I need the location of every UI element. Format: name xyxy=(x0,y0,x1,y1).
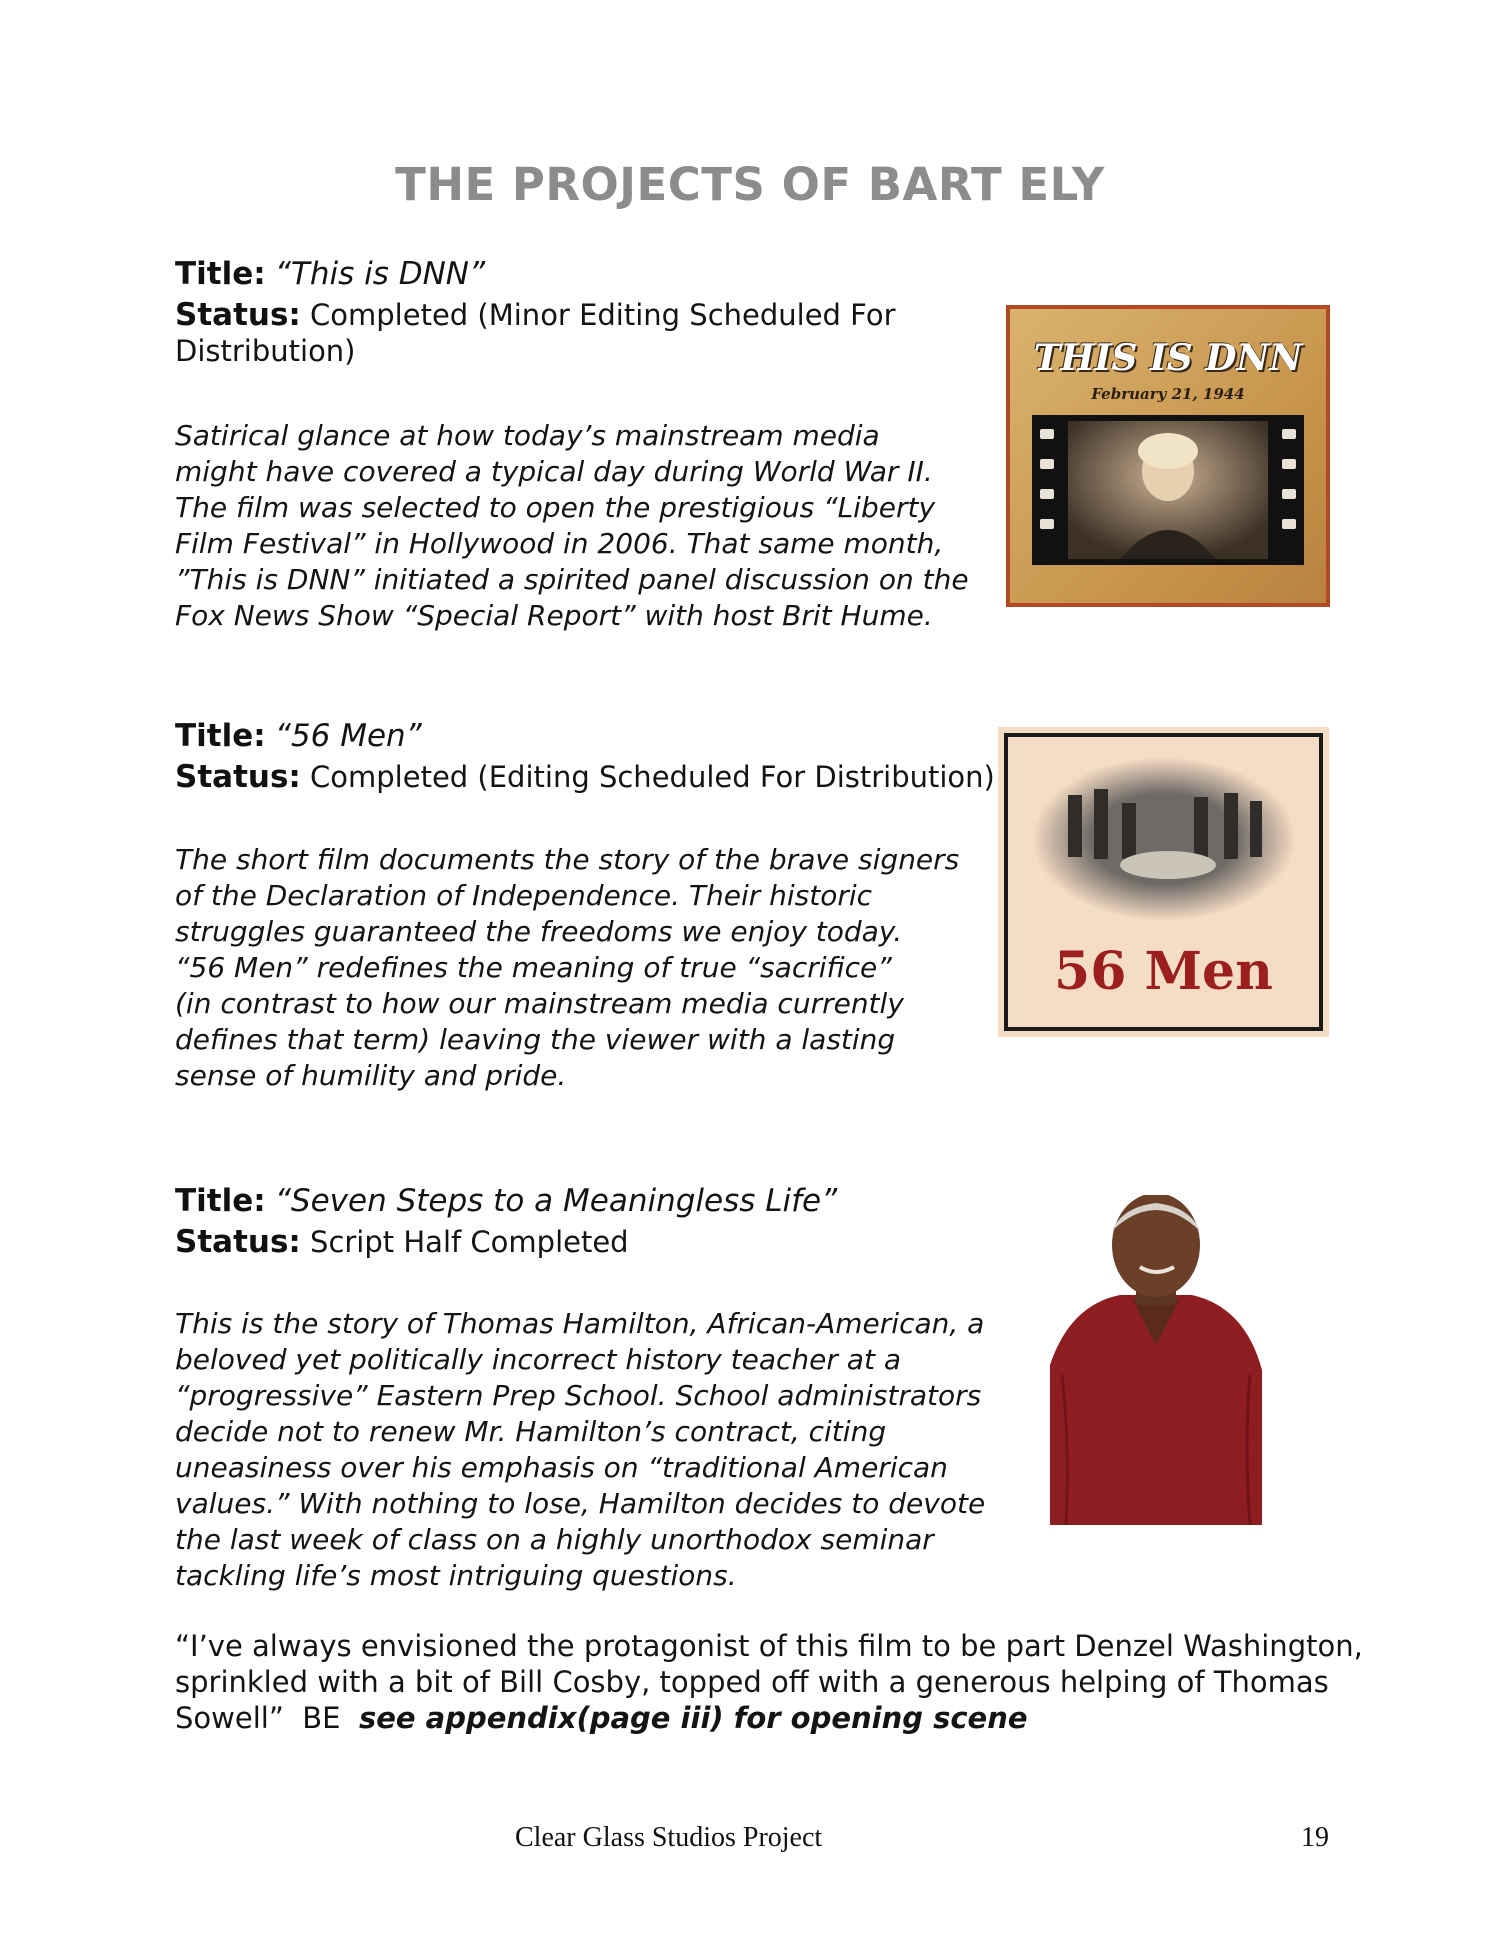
status-value: Script Half Completed xyxy=(310,1225,629,1259)
quote-line: sprinkled with a bit of Bill Cosby, topped off with a generous helping of Thomas xyxy=(175,1665,1329,1699)
56-men-poster xyxy=(998,727,1329,1037)
status-line xyxy=(175,1224,837,1260)
title-line xyxy=(175,1183,837,1219)
status-label: Status: xyxy=(175,297,301,333)
teacher-photo xyxy=(1040,1195,1272,1525)
project-title: “This is DNN” xyxy=(274,256,486,292)
description-line: sense of humility and pride. xyxy=(175,1059,567,1092)
project-title: “Seven Steps to a Meaningless Life” xyxy=(274,1183,838,1219)
description-line: defines that term) leaving the viewer with a lasting xyxy=(175,1023,896,1056)
description-line: Fox News Show “Special Report” with host Brit Hume. xyxy=(175,599,933,632)
title-label: Title: xyxy=(175,256,266,292)
project-seven-steps xyxy=(175,1183,837,1260)
director-quote xyxy=(175,1628,1363,1736)
description-line: Satirical glance at how today’s mainstream media xyxy=(175,419,880,452)
description-line: “progressive” Eastern Prep School. School administrators xyxy=(175,1379,982,1412)
project-this-is-dnn xyxy=(175,256,896,369)
poster-heading: THIS IS DNN xyxy=(1033,337,1303,379)
footer-text: Clear Glass Studios Project xyxy=(515,1822,823,1853)
project-title: “56 Men” xyxy=(274,718,422,754)
project-description xyxy=(175,842,959,1094)
description-line: (in contrast to how our mainstream media currently xyxy=(175,987,904,1020)
this-is-dnn-poster xyxy=(1006,305,1330,607)
appendix-reference: see appendix(page iii) for opening scene xyxy=(358,1701,1028,1735)
status-value-continued: Distribution) xyxy=(175,334,356,368)
description-line: This is the story of Thomas Hamilton, African-American, a xyxy=(175,1307,985,1340)
film-strip-graphic xyxy=(1010,411,1326,581)
description-line: uneasiness over his emphasis on “traditional American xyxy=(175,1451,948,1484)
description-line: “56 Men” redefines the meaning of true “sacrifice” xyxy=(175,951,892,984)
description-line: might have covered a typical day during World War II. xyxy=(175,455,933,488)
status-value: Completed (Editing Scheduled For Distribution) xyxy=(310,760,995,794)
status-value: Completed (Minor Editing Scheduled For xyxy=(310,298,896,332)
poster-heading: 56 Men xyxy=(1054,941,1273,1002)
description-line: beloved yet politically incorrect history teacher at a xyxy=(175,1343,901,1376)
description-line: The film was selected to open the prestigious “Liberty xyxy=(175,491,936,524)
description-line: The short film documents the story of the brave signers xyxy=(175,843,960,876)
description-line: tackling life’s most intriguing questions. xyxy=(175,1559,737,1592)
quote-attribution: Sowell” BE xyxy=(175,1701,359,1735)
title-line xyxy=(175,256,896,292)
poster-date: February 21, 1944 xyxy=(1091,385,1245,403)
page-number: 19 xyxy=(1301,1822,1329,1853)
quote-line xyxy=(175,1700,1363,1736)
signers-illustration xyxy=(998,747,1329,927)
status-label: Status: xyxy=(175,759,301,795)
description-line: decide not to renew Mr. Hamilton’s contract, citing xyxy=(175,1415,887,1448)
description-line: values.” With nothing to lose, Hamilton decides to devote xyxy=(175,1487,986,1520)
description-line: ”This is DNN” initiated a spirited panel discussion on the xyxy=(175,563,969,596)
quote-line: “I’ve always envisioned the protagonist of this film to be part Denzel Washington, xyxy=(175,1629,1363,1663)
description-line: of the Declaration of Independence. Their historic xyxy=(175,879,873,912)
title-label: Title: xyxy=(175,718,266,754)
status-label: Status: xyxy=(175,1224,301,1260)
project-description xyxy=(175,418,969,634)
project-56-men xyxy=(175,718,995,795)
status-line xyxy=(175,759,995,795)
description-line: Film Festival” in Hollywood in 2006. That same month, xyxy=(175,527,944,560)
page-heading: THE PROJECTS OF BART ELY xyxy=(395,158,1105,211)
description-line: struggles guaranteed the freedoms we enjoy today. xyxy=(175,915,903,948)
status-line xyxy=(175,297,896,333)
description-line: the last week of class on a highly unorthodox seminar xyxy=(175,1523,934,1556)
title-line xyxy=(175,718,995,754)
title-label: Title: xyxy=(175,1183,266,1219)
project-description xyxy=(175,1306,985,1594)
